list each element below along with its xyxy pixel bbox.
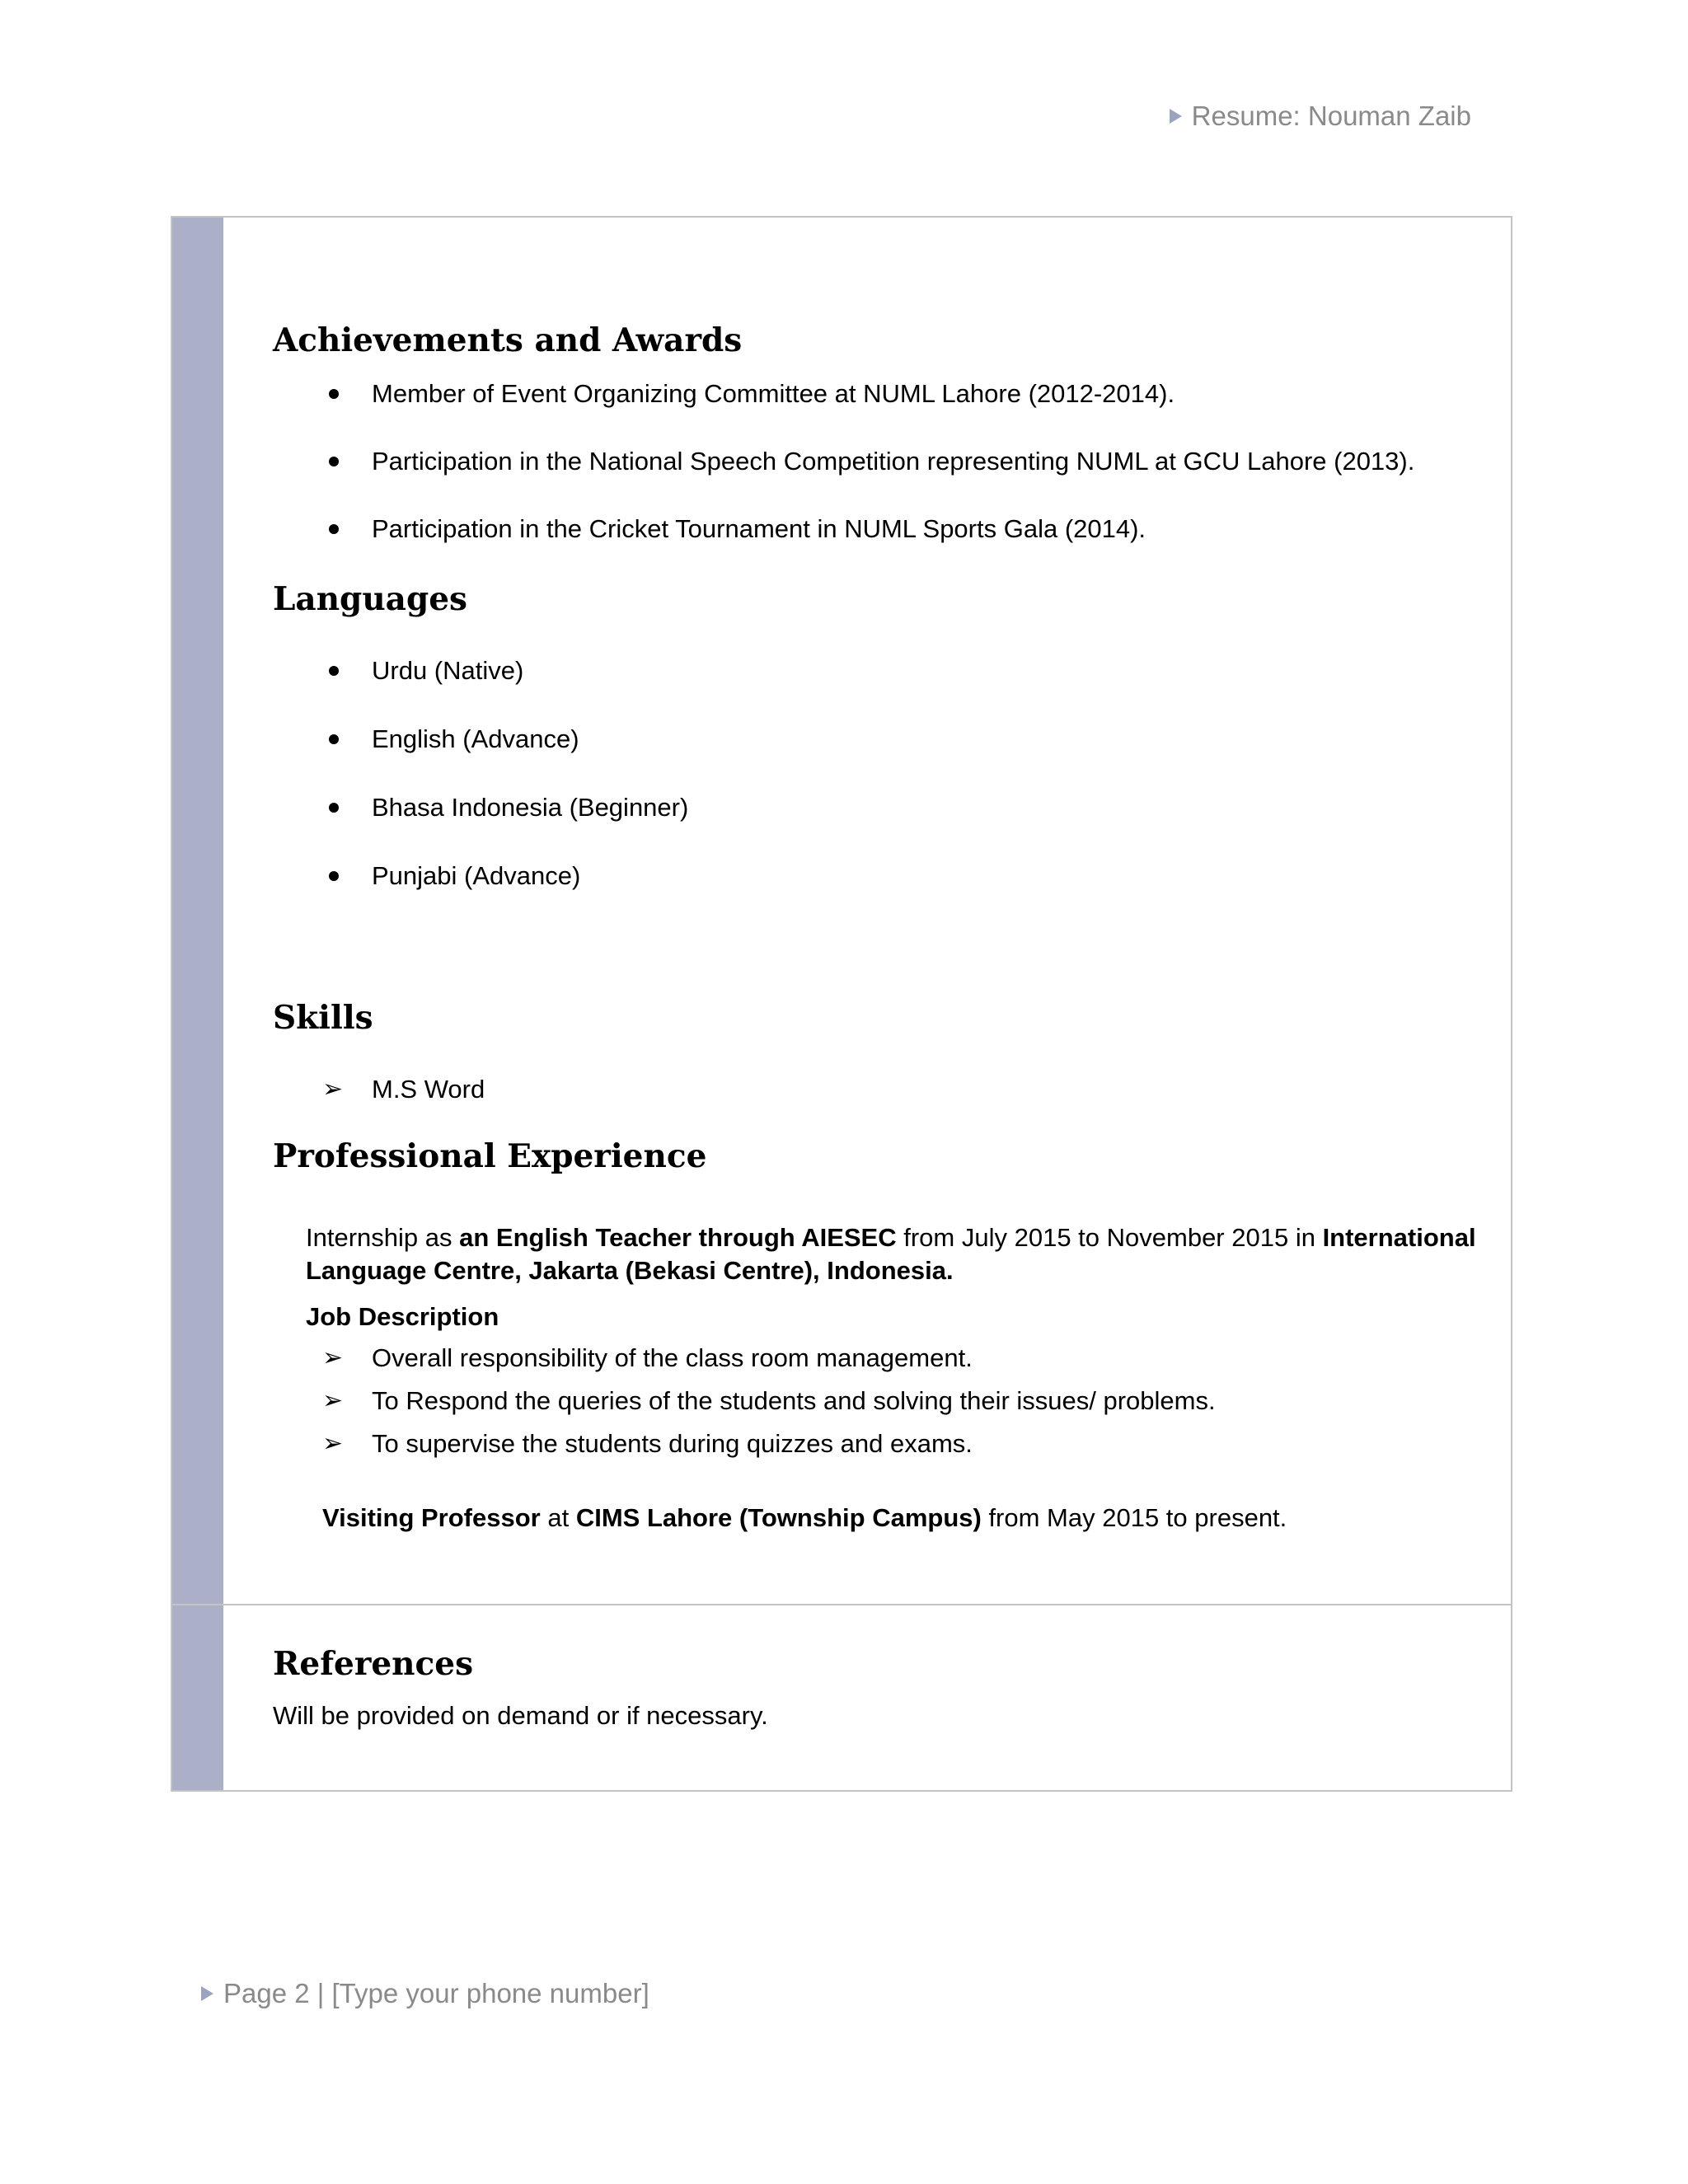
list-item [322, 1073, 485, 1106]
internship-organization: International Language Centre, Jakarta (Bekasi Centre), Indonesia. [306, 1223, 1476, 1285]
duty-text: To supervise the students during quizzes and exams. [372, 1429, 973, 1458]
visiting-text-1: at [540, 1503, 576, 1532]
arrow-bullet-icon: ➢ [322, 1076, 344, 1103]
job-description-title: Job Description [306, 1302, 499, 1331]
list-item [322, 1427, 1216, 1470]
list-item [322, 445, 1414, 513]
references-title: References [273, 1645, 474, 1683]
arrow-bullet-icon: ➢ [322, 1387, 344, 1414]
achievement-text: Member of Event Organizing Committee at NUML Lahore (2012-2014). [372, 379, 1175, 408]
section-divider [172, 1604, 1511, 1605]
bullet-icon [329, 457, 339, 466]
language-text: Urdu (Native) [372, 656, 524, 685]
list-item [322, 513, 1414, 580]
resume-frame [171, 216, 1512, 1792]
skills-list [322, 1073, 485, 1106]
list-item [322, 791, 688, 860]
footer-text: Page 2 | [Type your phone number] [223, 1978, 649, 2008]
list-item [322, 1385, 1216, 1427]
languages-title: Languages [273, 580, 467, 618]
header-text: Resume: Nouman Zaib [1191, 101, 1471, 131]
internship-paragraph [306, 1221, 1493, 1287]
bullet-icon [329, 389, 339, 399]
sidebar-accent [172, 218, 223, 1790]
internship-text-1: Internship as [306, 1223, 460, 1252]
visiting-organization: CIMS Lahore (Township Campus) [575, 1503, 982, 1532]
internship-text-2: from July 2015 to November 2015 in [896, 1223, 1323, 1252]
achievement-text: Participation in the Cricket Tournament in NUML Sports Gala (2014). [372, 514, 1146, 543]
bullet-icon [329, 524, 339, 534]
page-header [1170, 101, 1471, 132]
list-item [322, 377, 1414, 445]
arrow-bullet-icon: ➢ [322, 1344, 344, 1371]
triangle-marker-icon [201, 1986, 213, 2001]
language-text: English (Advance) [372, 724, 579, 753]
achievements-title: Achievements and Awards [273, 321, 743, 359]
internship-role: an English Teacher through AIESEC [459, 1223, 897, 1252]
bullet-icon [329, 871, 339, 881]
references-text: Will be provided on demand or if necessary. [273, 1701, 768, 1730]
list-item [322, 1342, 1216, 1385]
visiting-role: Visiting Professor [322, 1503, 541, 1532]
experience-title: Professional Experience [273, 1137, 707, 1175]
arrow-bullet-icon: ➢ [322, 1430, 344, 1457]
list-item [322, 860, 688, 928]
list-item [322, 654, 688, 723]
language-text: Punjabi (Advance) [372, 861, 581, 890]
visiting-text-2: from May 2015 to present. [981, 1503, 1287, 1532]
languages-list [322, 654, 688, 928]
list-item [322, 723, 688, 791]
achievement-text: Participation in the National Speech Competition representing NUML at GCU Lahore (2013). [372, 447, 1415, 476]
skill-text: M.S Word [372, 1075, 485, 1104]
bullet-icon [329, 734, 339, 744]
achievements-list [322, 377, 1414, 580]
visiting-professor-line [322, 1503, 1287, 1533]
bullet-icon [329, 666, 339, 676]
bullet-icon [329, 803, 339, 813]
duties-list [322, 1342, 1216, 1470]
language-text: Bhasa Indonesia (Beginner) [372, 793, 689, 822]
duty-text: Overall responsibility of the class room management. [372, 1343, 973, 1372]
duty-text: To Respond the queries of the students and solving their issues/ problems. [372, 1386, 1216, 1415]
skills-title: Skills [273, 999, 373, 1037]
triangle-marker-icon [1170, 109, 1182, 124]
page-footer [201, 1978, 649, 2009]
